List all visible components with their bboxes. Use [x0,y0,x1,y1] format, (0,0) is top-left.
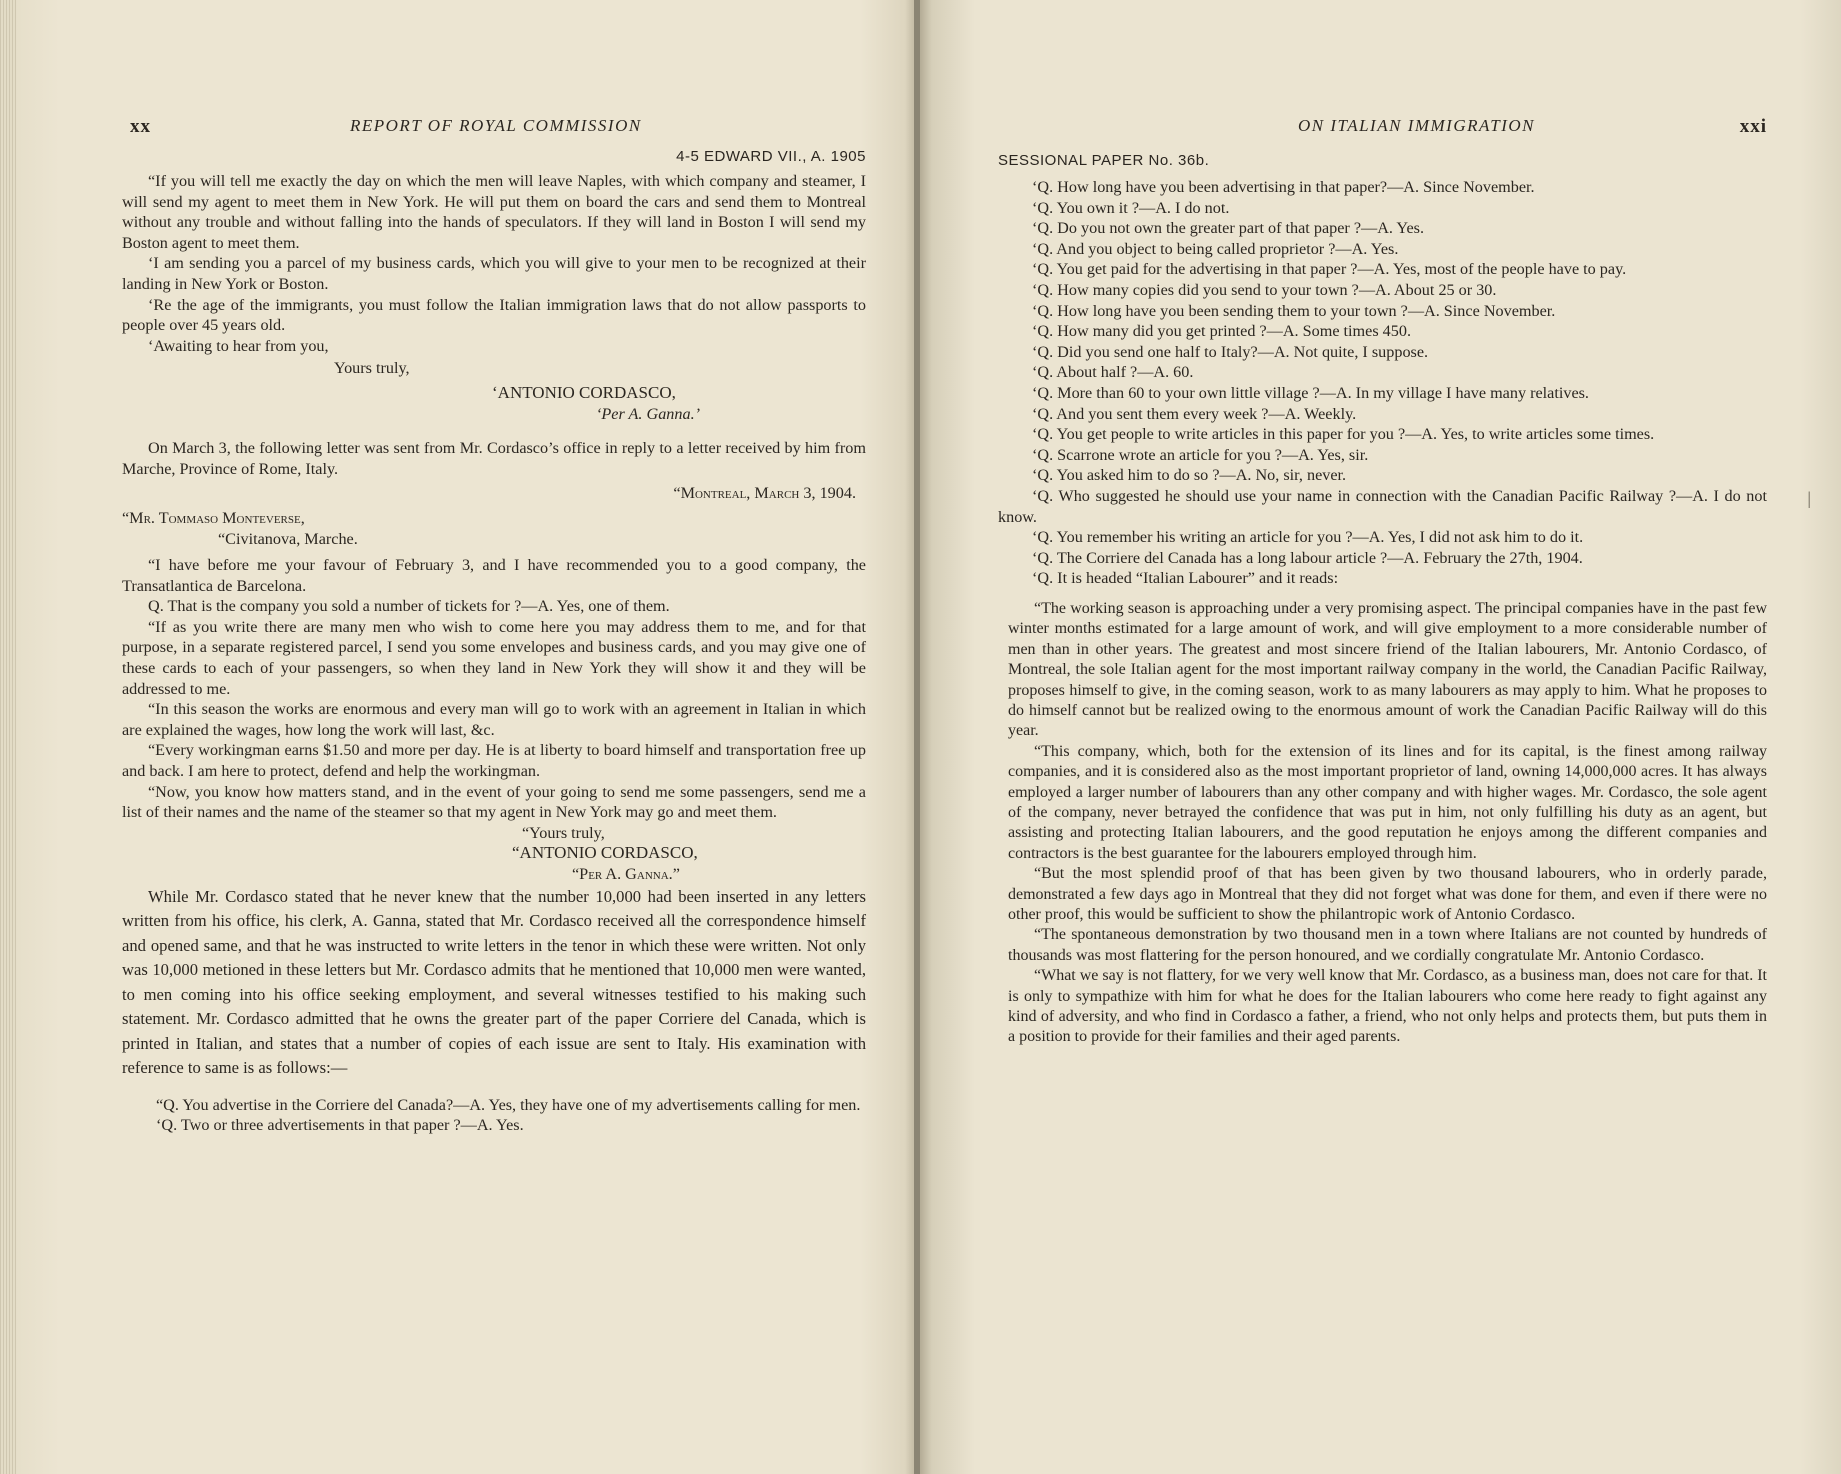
qa-block [122,1095,866,1136]
article-paragraph: “But the most splendid proof of that has been given by two thousand labourers, who in orderly parade, demonstrated a few days ago in Montreal that they did not forget what was done for them, and even if there were no other proof, this would be sufficient to show the philantropic work of Antonio Cordasco. [1008,865,1767,923]
qa-line: ‘Q. You remember his writing an article for you ?—A. Yes, I did not ask him to do it. [1032,528,1584,547]
signature-per: ‘Per A. Ganna.’ [596,404,701,423]
page-number: xxi [1739,116,1767,137]
margin-mark: | [1807,488,1811,508]
left-body [122,171,866,1136]
article-paragraph: “What we say is not flattery, for we very well know that Mr. Cordasco, as a business man, does not care for that. It is only to sympathize with him for what he does for the Italian labourers who come here ready to fight against any kind of adversity, and who find in Cordasco a father, a friend, who not only helps and protects them, but puts them in a position to provide for their families and their aged parents. [1008,967,1767,1046]
page-edge [0,0,16,1474]
qa-line: ‘Q. About half ?—A. 60. [1032,363,1194,382]
paragraph: “Now, you know how matters stand, and in the event of your going to send me some passengers, send me a list of their names and the name of the steamer so that my agent in New York may go and meet them. [122,782,866,822]
right-header [998,112,1767,146]
qa-line: ‘Q. More than 60 to your own little village ?—A. In my village I have many relatives. [1032,383,1589,402]
paragraph: ‘Awaiting to hear from you, [148,336,329,355]
paragraph: On March 3, the following letter was sent from Mr. Cordasco’s office in reply to a letter received by him from Marche, Province of Rome, Italy. [122,439,866,478]
qa-line: ‘Q. How long have you been sending them to your town ?—A. Since November. [1032,301,1556,320]
qa-line: ‘Q. Who suggested he should use your name in connection with the Canadian Pacific Railway ?—A. I do not know. [998,486,1767,526]
qa-line: ‘Q. You own it ?—A. I do not. [1032,198,1230,217]
qa-line: ‘Q. Scarrone wrote an article for you ?—A. Yes, sir. [1032,445,1369,464]
qa-line: ‘Q. It is headed “Italian Labourer” and it reads: [1032,569,1339,588]
addressee-place: “Civitanova, Marche. [218,529,358,548]
qa-line: “Q. You advertise in the Corriere del Canada?—A. Yes, they have one of my advertisements calling for men. [156,1095,861,1114]
page-number: xx [130,116,151,137]
qa-line: ‘Q. You asked him to do so ?—A. No, sir, never. [1032,466,1347,485]
right-page [920,0,1841,1474]
qa-line: ‘Q. And you object to being called proprietor ?—A. Yes. [1032,239,1399,258]
summary-paragraph: While Mr. Cordasco stated that he never knew that the number 10,000 had been inserted in any letters written from his office, his clerk, A. Ganna, stated that Mr. Cordasco received all the correspondence himself and opened same, and that he was instructed to write letters in the tenor in which these were written. Not only was 10,000 metioned in these letters but Mr. Cordasco admits that he mentioned that 10,000 men were wanted, to men coming into his office seeking employment, and several witnesses testified to his making such statement. Mr. Cordasco admitted that he owns the greater part of the paper Corriere del Canada, which is printed in Italian, and states that a number of copies of each issue are sent to Italy. His examination with reference to same is as follows:— [122,886,866,1078]
qa-line: ‘Q. Did you send one half to Italy?—A. Not quite, I suppose. [1032,342,1429,361]
qa-line: ‘Q. The Corriere del Canada has a long labour article ?—A. February the 27th, 1904. [1032,548,1583,567]
paragraph: ‘I am sending you a parcel of my business cards, which you will give to your men to be recognized at their landing in New York or Boston. [122,254,866,293]
qa-line: ‘Q. Do you not own the greater part of that paper ?—A. Yes. [1032,219,1424,238]
letter-closing: “Yours truly, [522,823,605,842]
addressee-name: “Mr. Tommaso Monteverse, [122,508,305,527]
qa-line: ‘Q. Two or three advertisements in that paper ?—A. Yes. [156,1116,524,1135]
paragraph: “I have before me your favour of February 3, and I have recommended you to a good company, the Transatlantica de Barcelona. [122,556,866,595]
qa-line: ‘Q. How long have you been advertising in that paper?—A. Since November. [1032,178,1535,196]
qa-line: ‘Q. You get people to write articles in this paper for you ?—A. Yes, to write articles some times. [1032,425,1655,444]
paragraph: “In this season the works are enormous and every man will go to work with an agreement in Italian in which are explained the wages, how long the work will last, &c. [122,700,866,739]
session-line: SESSIONAL PAPER No. 36b. [998,152,1210,169]
signature-per: “Per A. Ganna.” [572,865,680,883]
qa-line: ‘Q. And you sent them every week ?—A. Weekly. [1032,404,1357,423]
paragraph: “If as you write there are many men who wish to come here you may address them to me, and for that purpose, in a separate registered parcel, I send you some envelopes and business cards, and you may give one of these cards to each of your passengers, so when they land in New York they will show it and they will be addressed to me. [122,617,866,698]
article-quote [998,599,1767,1048]
qa-line: ‘Q. You get paid for the advertising in that paper ?—A. Yes, most of the people have to pay. [1032,260,1627,279]
article-paragraph: “This company, which, both for the extension of its lines and for its capital, is the finest among railway companies, and it is considered also as the most important proprietor of land, owning 14,000,000 acres. It has always employed a larger number of labourers than any other company and with higher wages. Mr. Cordasco, the sole agent of the company, never betrayed the confidence that was put in him, not only fulfilling his duty as an agent, but assisting and protecting Italian labourers, and the good reputation he enjoys among the different companies and contractors is the best guarantee for the labourers employed through him. [1008,742,1767,862]
signature: ‘ANTONIO CORDASCO, [492,382,676,402]
left-header [122,112,866,146]
qa-line: ‘Q. How many did you get printed ?—A. Some times 450. [1032,322,1412,341]
article-paragraph: “The working season is approaching under a very promising aspect. The principal companies have in the past few winter months estimated for a large amount of work, and will give employment to a more considerable number of men than in other years. The greatest and most sincere friend of the Italian labourers, Mr. Antonio Cordasco, of Montreal, the sole Italian agent for the most important railway company in the world, the Canadian Pacific Railway, proposes himself to give, in the coming season, work to as many labourers as may apply to him. What he proposes to do himself cannot but be realized owing to the enormous amount of work the Canadian Pacific Railway will do this year. [1008,599,1767,740]
running-title: ON ITALIAN IMMIGRATION [1298,116,1535,135]
session-line: 4-5 EDWARD VII., A. 1905 [676,148,866,165]
paragraph: ‘Re the age of the immigrants, you must follow the Italian immigration laws that do not allow passports to people over 45 years old. [122,295,866,335]
dateline: “Montreal, March 3, 1904. [673,484,856,503]
left-page [0,0,918,1474]
signature: “ANTONIO CORDASCO, [512,843,698,863]
right-qa [998,177,1767,589]
letter-closing: Yours truly, [334,359,410,378]
qa-line: ‘Q. How many copies did you send to your town ?—A. About 25 or 30. [1032,280,1497,299]
article-paragraph: “The spontaneous demonstration by two thousand men in a town where Italians are not counted by hundreds of thousands was most flattering for the person honoured, and we cordially congratulate Mr. Antonio Cordasco. [1008,926,1767,964]
paragraph: Q. That is the company you sold a number of tickets for ?—A. Yes, one of them. [148,597,670,616]
paragraph: “If you will tell me exactly the day on which the men will leave Naples, with which company and steamer, I will send my agent to meet them in New York. He will put them on board the cars and send them to Montreal without any trouble and without falling into the hands of speculators. If they will land in Boston I will send my Boston agent to meet them. [122,172,866,252]
running-title: REPORT OF ROYAL COMMISSION [350,116,642,135]
paragraph: “Every workingman earns $1.50 and more per day. He is at liberty to board himself and transportation free up and back. I am here to protect, defend and help the workingman. [122,741,866,781]
